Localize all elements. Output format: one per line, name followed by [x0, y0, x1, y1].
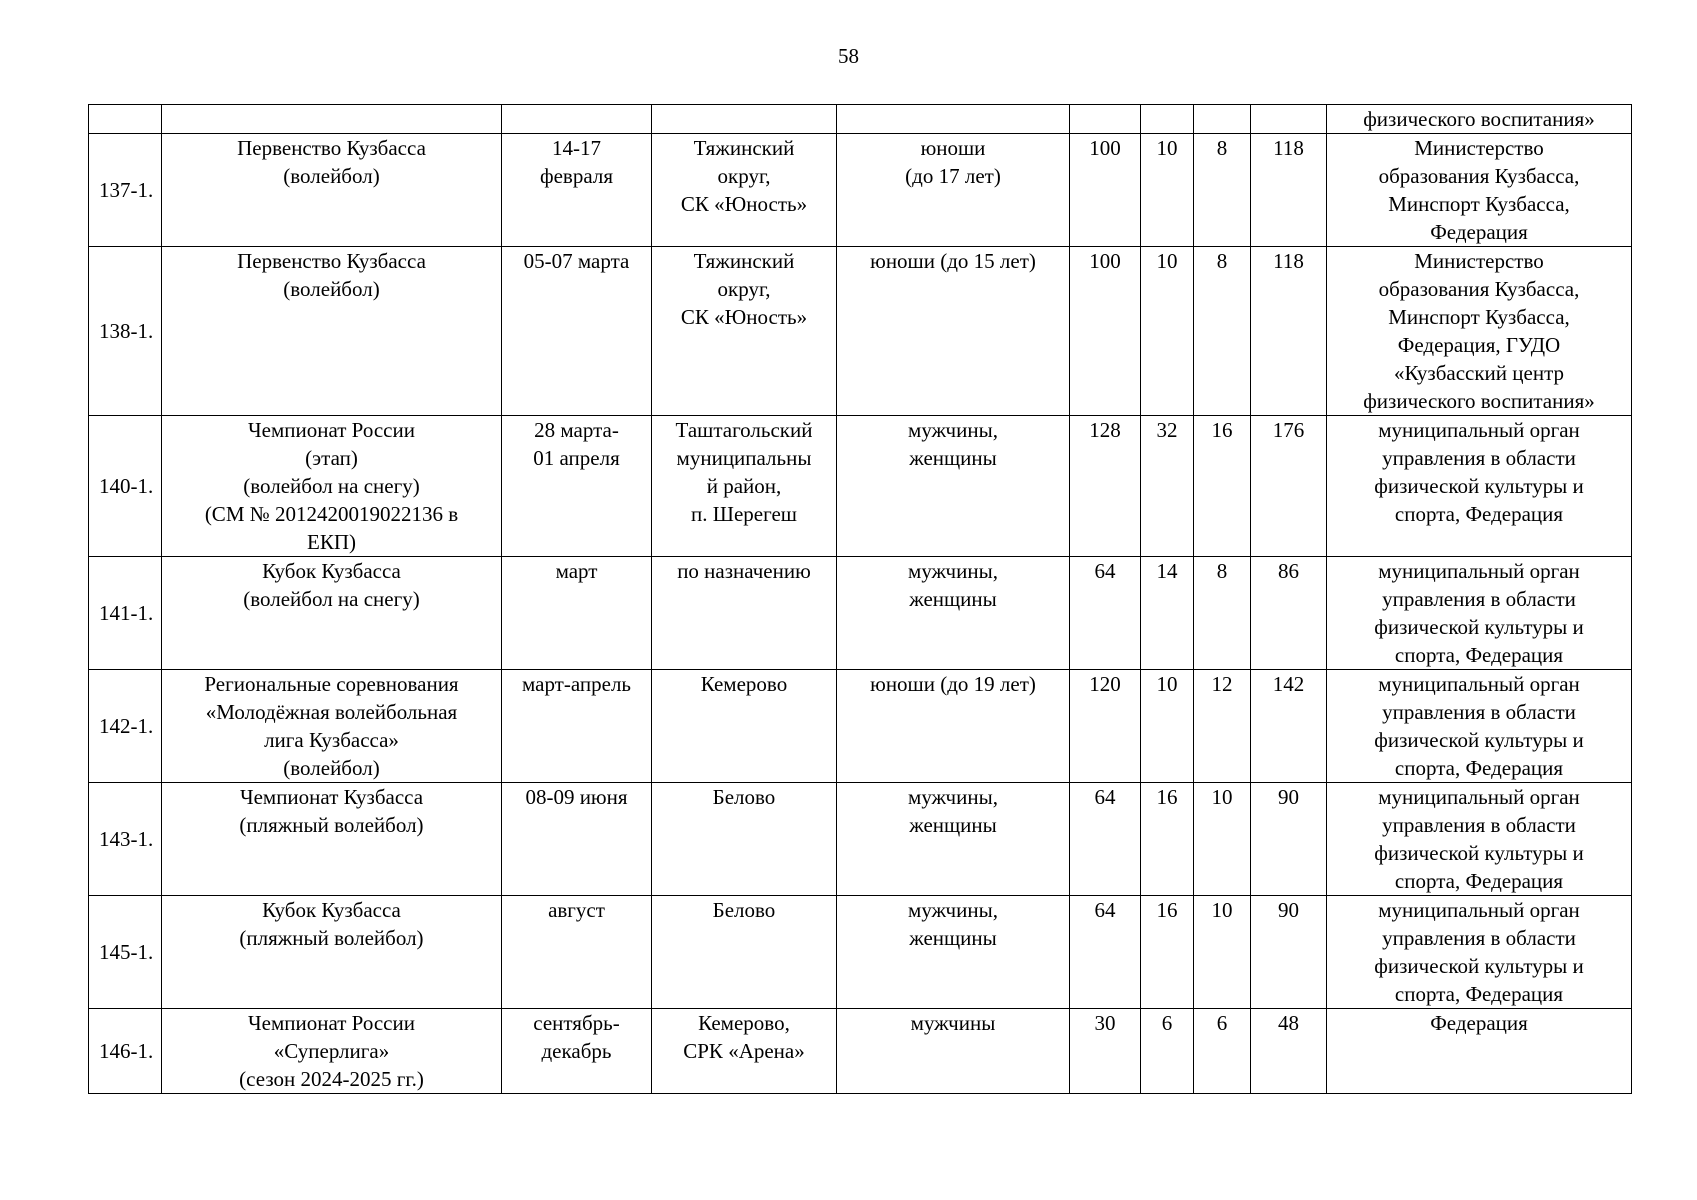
venue-cell: Таштагольский муниципальны й район, п. Шерегеш [652, 416, 837, 557]
count2-cell: 10 [1141, 247, 1194, 416]
count1-cell: 100 [1070, 134, 1141, 247]
num-cell: 138-1. [89, 247, 162, 416]
table-row [89, 247, 1632, 416]
event-cell: Первенство Кузбасса (волейбол) [162, 134, 502, 247]
total-cell: 118 [1251, 247, 1327, 416]
category-cell: мужчины, женщины [837, 896, 1070, 1009]
event-cell: Региональные соревнования «Молодёжная волейбольная лига Кузбасса» (волейбол) [162, 670, 502, 783]
venue-cell: Белово [652, 783, 837, 896]
count2-cell [1141, 105, 1194, 134]
total-cell [1251, 105, 1327, 134]
event-cell: Первенство Кузбасса (волейбол) [162, 247, 502, 416]
organizer-cell: Министерство образования Кузбасса, Минспорт Кузбасса, Федерация [1327, 134, 1632, 247]
venue-cell: Тяжинский округ, СК «Юность» [652, 134, 837, 247]
event-cell [162, 105, 502, 134]
count3-cell [1194, 105, 1251, 134]
table-row [89, 134, 1632, 247]
category-cell: юноши (до 15 лет) [837, 247, 1070, 416]
count2-cell: 32 [1141, 416, 1194, 557]
dates-cell: 28 марта- 01 апреля [502, 416, 652, 557]
dates-cell: март [502, 557, 652, 670]
category-cell: мужчины, женщины [837, 783, 1070, 896]
organizer-cell: физического воспитания» [1327, 105, 1632, 134]
count2-cell: 14 [1141, 557, 1194, 670]
event-cell: Кубок Кузбасса (пляжный волейбол) [162, 896, 502, 1009]
dates-cell: 08-09 июня [502, 783, 652, 896]
dates-cell: август [502, 896, 652, 1009]
num-cell: 140-1. [89, 416, 162, 557]
total-cell: 176 [1251, 416, 1327, 557]
count1-cell: 64 [1070, 896, 1141, 1009]
total-cell: 48 [1251, 1009, 1327, 1094]
venue-cell: Белово [652, 896, 837, 1009]
total-cell: 90 [1251, 783, 1327, 896]
venue-cell: по назначению [652, 557, 837, 670]
count1-cell: 100 [1070, 247, 1141, 416]
table-row-continuation [89, 105, 1632, 134]
venue-cell: Кемерово [652, 670, 837, 783]
total-cell: 118 [1251, 134, 1327, 247]
count3-cell: 10 [1194, 783, 1251, 896]
num-cell: 141-1. [89, 557, 162, 670]
category-cell: юноши (до 19 лет) [837, 670, 1070, 783]
dates-cell: 14-17 февраля [502, 134, 652, 247]
count3-cell: 6 [1194, 1009, 1251, 1094]
page-number: 58 [838, 44, 859, 68]
table-row [89, 557, 1632, 670]
total-cell: 86 [1251, 557, 1327, 670]
dates-cell [502, 105, 652, 134]
category-cell: мужчины [837, 1009, 1070, 1094]
count3-cell: 10 [1194, 896, 1251, 1009]
count1-cell: 64 [1070, 557, 1141, 670]
category-cell: юноши (до 17 лет) [837, 134, 1070, 247]
num-cell [89, 105, 162, 134]
dates-cell: март-апрель [502, 670, 652, 783]
count3-cell: 8 [1194, 557, 1251, 670]
table-row [89, 1009, 1632, 1094]
dates-cell: 05-07 марта [502, 247, 652, 416]
table-row [89, 783, 1632, 896]
venue-cell: Кемерово, СРК «Арена» [652, 1009, 837, 1094]
table-row [89, 670, 1632, 783]
organizer-cell: муниципальный орган управления в области физической культуры и спорта, Федерация [1327, 557, 1632, 670]
num-cell: 146-1. [89, 1009, 162, 1094]
count3-cell: 12 [1194, 670, 1251, 783]
venue-cell: Тяжинский округ, СК «Юность» [652, 247, 837, 416]
organizer-cell: муниципальный орган управления в области физической культуры и спорта, Федерация [1327, 416, 1632, 557]
events-table-body [89, 105, 1632, 1094]
count2-cell: 16 [1141, 896, 1194, 1009]
category-cell: мужчины, женщины [837, 557, 1070, 670]
organizer-cell: Федерация [1327, 1009, 1632, 1094]
events-table [88, 104, 1632, 1094]
event-cell: Чемпионат России «Суперлига» (сезон 2024-2025 гг.) [162, 1009, 502, 1094]
num-cell: 137-1. [89, 134, 162, 247]
count1-cell: 120 [1070, 670, 1141, 783]
num-cell: 142-1. [89, 670, 162, 783]
venue-cell [652, 105, 837, 134]
count1-cell: 30 [1070, 1009, 1141, 1094]
count3-cell: 8 [1194, 134, 1251, 247]
count1-cell: 128 [1070, 416, 1141, 557]
count2-cell: 6 [1141, 1009, 1194, 1094]
count2-cell: 10 [1141, 670, 1194, 783]
category-cell: мужчины, женщины [837, 416, 1070, 557]
count2-cell: 16 [1141, 783, 1194, 896]
organizer-cell: муниципальный орган управления в области физической культуры и спорта, Федерация [1327, 896, 1632, 1009]
num-cell: 145-1. [89, 896, 162, 1009]
dates-cell: сентябрь- декабрь [502, 1009, 652, 1094]
total-cell: 142 [1251, 670, 1327, 783]
table-row [89, 896, 1632, 1009]
count1-cell: 64 [1070, 783, 1141, 896]
organizer-cell: муниципальный орган управления в области физической культуры и спорта, Федерация [1327, 670, 1632, 783]
num-cell: 143-1. [89, 783, 162, 896]
count3-cell: 16 [1194, 416, 1251, 557]
event-cell: Кубок Кузбасса (волейбол на снегу) [162, 557, 502, 670]
event-cell: Чемпионат России (этап) (волейбол на снегу) (СМ № 2012420019022136 в ЕКП) [162, 416, 502, 557]
count1-cell [1070, 105, 1141, 134]
category-cell [837, 105, 1070, 134]
count3-cell: 8 [1194, 247, 1251, 416]
table-row [89, 416, 1632, 557]
event-cell: Чемпионат Кузбасса (пляжный волейбол) [162, 783, 502, 896]
total-cell: 90 [1251, 896, 1327, 1009]
organizer-cell: Министерство образования Кузбасса, Минспорт Кузбасса, Федерация, ГУДО «Кузбасский центр физического воспитания» [1327, 247, 1632, 416]
count2-cell: 10 [1141, 134, 1194, 247]
organizer-cell: муниципальный орган управления в области физической культуры и спорта, Федерация [1327, 783, 1632, 896]
